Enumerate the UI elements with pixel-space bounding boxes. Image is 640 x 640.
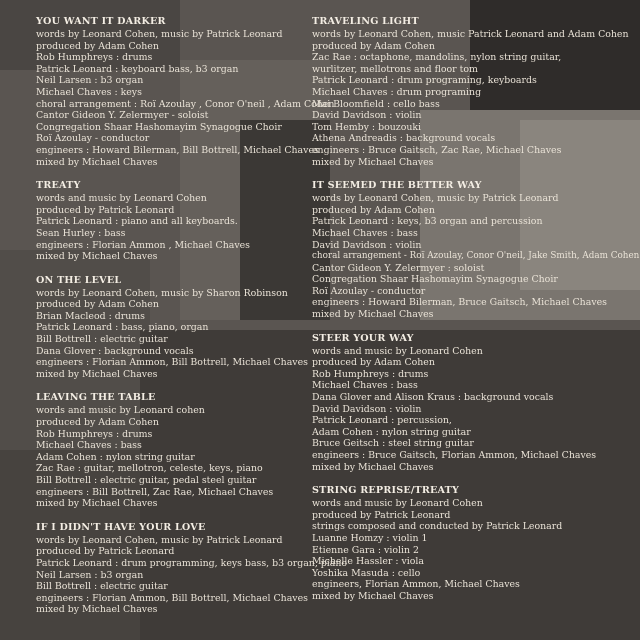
credit-section: [312, 180, 640, 321]
credit-line: Zac Rae : guitar, mellotron, celeste, keys, piano: [36, 463, 263, 475]
credit-line: Patrick Leonard : keys, b3 organ and percussion: [312, 216, 543, 228]
left-credits-column: [36, 8, 348, 628]
credit-section: [312, 333, 612, 474]
song-title: LEAVING THE TABLE: [36, 392, 156, 404]
song-title: IT SEEMED THE BETTER WAY: [312, 180, 482, 192]
song-title: IF I DIDN'T HAVE YOUR LOVE: [36, 521, 206, 533]
credit-line: produced by Adam Cohen: [36, 299, 159, 311]
credit-line: produced by Patrick Leonard: [36, 204, 175, 216]
credit-line: Dana Glover : background vocals: [36, 345, 194, 357]
credit-line: choral arrangement : Roï Azoulay , Conor O'neil , Adam Cohen: [36, 98, 335, 110]
song-title: STEER YOUR WAY: [312, 332, 414, 344]
credit-line: Michelle Hassler : viola: [312, 556, 425, 568]
credit-line: choral arrangement - Roï Azoulay, Conor O'neil, Jake Smith, Adam Cohen: [312, 251, 640, 262]
song-title: TREATY: [36, 180, 81, 192]
credit-line: produced by Adam Cohen: [36, 40, 159, 52]
credit-line: words and music by Leonard Cohen: [312, 498, 483, 510]
credit-line: mixed by Michael Chaves: [36, 604, 158, 616]
credit-line: Michael Chaves : bass: [36, 440, 142, 452]
credit-line: mixed by Michael Chaves: [36, 156, 158, 168]
credit-line: Patrick Leonard : piano and all keyboards.: [36, 216, 238, 228]
credit-line: Congregation Shaar Hashomayim Synagogue Choir: [36, 121, 282, 133]
credit-line: words by Leonard Cohen, music by Sharon Robinson: [36, 287, 288, 299]
credit-line: produced by Patrick Leonard: [312, 509, 451, 521]
credit-line: engineers : Bill Bottrell, Zac Rae, Michael Chaves: [36, 486, 274, 498]
credit-line: mixed by Michael Chaves: [312, 309, 434, 321]
credit-section: [36, 275, 336, 381]
credit-line: mixed by Michael Chaves: [36, 498, 158, 510]
credit-line: wurlitzer, mellotrons and floor tom: [312, 63, 478, 75]
credit-line: words by Leonard Cohen, music Patrick Leonard and Adam Cohen: [312, 29, 629, 40]
credit-line: Bill Bottrell : electric guitar: [36, 334, 168, 346]
song-title: STRING REPRISE/TREATY: [312, 485, 460, 497]
credit-line: Luanne Homzy : violin 1: [312, 532, 428, 544]
credit-line: Congregation Shaar Hashomayim Synagogue Choir: [312, 274, 558, 286]
credit-line: Cantor Gideon Y. Zelermyer : soloist: [312, 262, 485, 274]
credit-line: Athena Andreadis : background vocals: [312, 133, 496, 145]
credit-line: Etienne Gara : violin 2: [312, 544, 419, 556]
credit-line: Mai Bloomfield : cello bass: [312, 98, 440, 110]
credit-line: David Davidson : violin: [312, 110, 422, 122]
credit-line: Roï Azoulay - conductor: [36, 133, 150, 145]
credit-line: Patrick Leonard : percussion,: [312, 415, 452, 427]
credit-line: mixed by Michael Chaves: [312, 590, 434, 602]
credit-line: mixed by Michael Chaves: [36, 368, 158, 380]
credit-line: Bill Bottrell : electric guitar, pedal steel guitar: [36, 475, 257, 486]
credit-line: Tom Hemby : bouzouki: [312, 121, 422, 133]
credit-line: mixed by Michael Chaves: [312, 461, 434, 473]
credit-line: words and music by Leonard Cohen: [36, 193, 207, 205]
credit-line: words by Leonard Cohen, music by Patrick Leonard: [312, 193, 559, 205]
credit-line: Patrick Leonard : drum programming, keys bass, b3 organ, piano: [36, 557, 348, 569]
credit-line: Patrick Leonard : drum programing, keyboards: [312, 75, 537, 87]
credit-line: engineers : Bruce Gaitsch, Zac Rae, Michael Chaves: [312, 144, 562, 156]
credit-section: [36, 392, 336, 509]
credit-line: mixed by Michael Chaves: [36, 251, 158, 263]
credit-section: [36, 521, 348, 616]
credit-line: Rob Humphreys : drums: [36, 52, 153, 64]
credit-line: David Davidson : violin: [312, 239, 422, 251]
credit-line: Michael Chaves : bass: [312, 380, 418, 392]
credit-line: Brian Macleod : drums: [36, 310, 145, 322]
credit-line: words by Leonard Cohen, music by Patrick Leonard: [36, 534, 283, 546]
credit-line: Michael Chaves : drum programing: [312, 86, 482, 98]
credit-line: mixed by Michael Chaves: [312, 156, 434, 168]
credit-line: Bill Bottrell : electric guitar: [36, 581, 168, 593]
credit-section: [312, 485, 612, 602]
credit-line: David Davidson : violin: [312, 403, 422, 415]
credit-line: engineers : Bruce Gaitsch, Florian Ammon, Michael Chaves: [312, 450, 597, 461]
credit-line: Rob Humphreys : drums: [36, 428, 153, 440]
credit-line: Adam Cohen : nylon string guitar: [36, 451, 195, 463]
credit-line: Zac Rae : octaphone, mandolins, nylon string guitar,: [312, 52, 562, 64]
credit-line: words by Leonard Cohen, music by Patrick Leonard: [36, 29, 283, 40]
song-title: TRAVELING LIGHT: [312, 16, 419, 27]
credit-line: engineers : Florian Ammon , Michael Chaves: [36, 239, 250, 251]
credit-line: Patrick Leonard : keyboard bass, b3 organ: [36, 63, 239, 75]
credit-line: words and music by Leonard cohen: [36, 405, 205, 417]
credit-line: engineers : Florian Ammon, Bill Bottrell, Michael Chaves: [36, 592, 308, 604]
credit-line: Roï Azoulay - conductor: [312, 285, 426, 297]
credit-line: Yoshika Masuda : cello: [312, 567, 421, 579]
credit-line: produced by Adam Cohen: [312, 357, 435, 369]
credit-line: strings composed and conducted by Patrick Leonard: [312, 521, 563, 533]
credit-line: Michael Chaves : keys: [36, 86, 142, 98]
credit-line: Cantor Gideon Y. Zelermyer - soloist: [36, 110, 209, 122]
credit-line: produced by Adam Cohen: [312, 40, 435, 52]
right-credits-column: [312, 8, 640, 615]
credit-section: [36, 16, 336, 168]
credit-line: Dana Glover and Alison Kraus : background vocals: [312, 392, 554, 404]
credit-line: words and music by Leonard Cohen: [312, 345, 483, 357]
credit-line: engineers, Florian Ammon, Michael Chaves: [312, 579, 520, 591]
credit-line: Bruce Geitsch : steel string guitar: [312, 438, 474, 450]
credit-line: Michael Chaves : bass: [312, 227, 418, 239]
credit-line: produced by Adam Cohen: [36, 417, 159, 429]
credit-line: Neil Larsen : b3 organ: [36, 569, 144, 581]
credit-line: engineers : Howard Bilerman, Bill Bottrell, Michael Chaves: [36, 144, 319, 156]
credit-line: Adam Cohen : nylon string guitar: [312, 426, 471, 438]
song-title: YOU WANT IT DARKER: [36, 16, 166, 27]
credit-section: [312, 16, 629, 168]
credit-line: engineers : Florian Ammon, Bill Bottrell, Michael Chaves: [36, 357, 308, 369]
credit-line: Rob Humphreys : drums: [312, 368, 429, 380]
credit-line: Patrick Leonard : bass, piano, organ: [36, 322, 209, 334]
credit-line: Neil Larsen : b3 organ: [36, 75, 144, 87]
credit-line: Sean Hurley : bass: [36, 227, 126, 239]
credit-line: engineers : Howard Bilerman, Bruce Gaitsch, Michael Chaves: [312, 297, 607, 309]
credit-line: produced by Patrick Leonard: [36, 546, 175, 558]
credit-section: [36, 180, 336, 263]
song-title: ON THE LEVEL: [36, 274, 122, 286]
credit-line: produced by Adam Cohen: [312, 204, 435, 216]
